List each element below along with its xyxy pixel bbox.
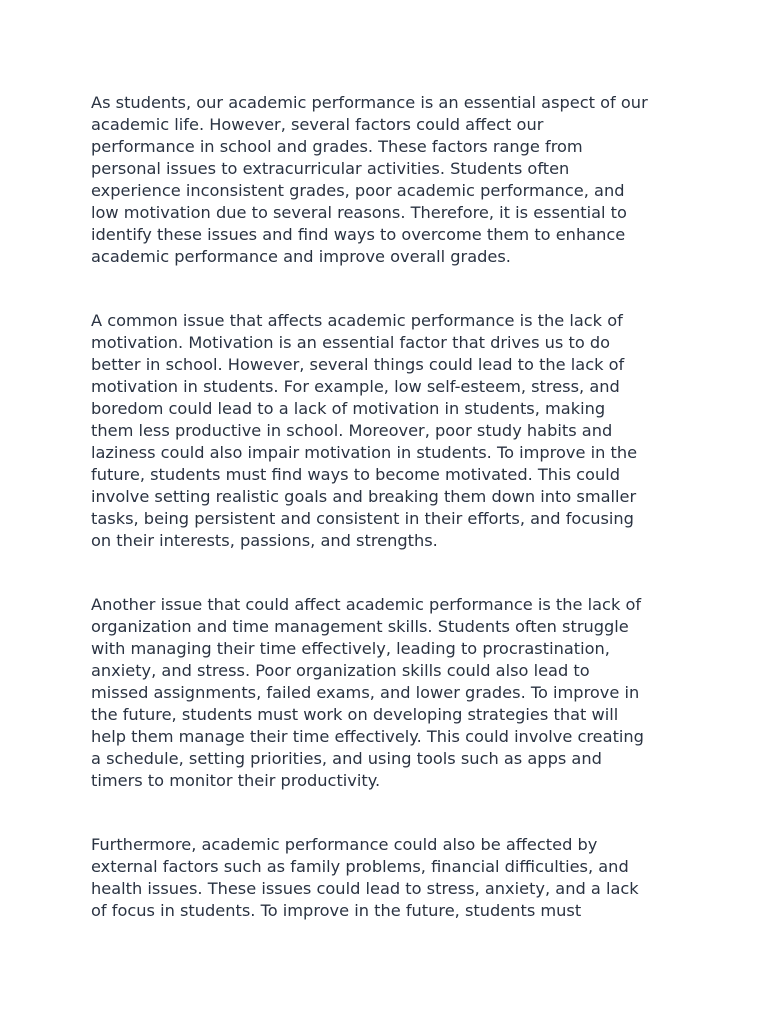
paragraph-intro: As students, our academic performance is an essential aspect of our academic life. However, several factors could affect our performance in school and grades. These factors range from personal issues to extracurricular activities. Students often experience inconsistent grades, poor academic performance, and low motivation due to several reasons. Therefore, it is essential to identify these issues and find ways to overcome them to enhance academic performance and improve overall grades.	[91, 93, 648, 266]
paragraph-motivation: A common issue that affects academic performance is the lack of motivation. Motivation is an essential factor that drives us to do better in school. However, several things could lead to the lack of motivation in students. For example, low self-esteem, stress, and boredom could lead to a lack of motivation in students, making them less productive in school. Moreover, poor study habits and laziness could also impair motivation in students. To improve in the future, students must find ways to become motivated. This could involve setting realistic goals and breaking them down into smaller tasks, being persistent and consistent in their efforts, and focusing on their interests, passions, and strengths.	[91, 311, 638, 550]
paragraph-external-factors: Furthermore, academic performance could also be affected by external factors such as family problems, financial difficulties, and health issues. These issues could lead to stress, anxiety, and a lack of focus in students. To improve in the future, students must	[91, 835, 639, 920]
document-body	[91, 92, 681, 922]
paragraph-time-management: Another issue that could affect academic performance is the lack of organization and time management skills. Students often struggle with managing their time effectively, leading to procrastination, anxiety, and stress. Poor organization skills could also lead to missed assignments, failed exams, and lower grades. To improve in the future, students must work on developing strategies that will help them manage their time effectively. This could involve creating a schedule, setting priorities, and using tools such as apps and timers to monitor their productivity.	[91, 595, 644, 790]
